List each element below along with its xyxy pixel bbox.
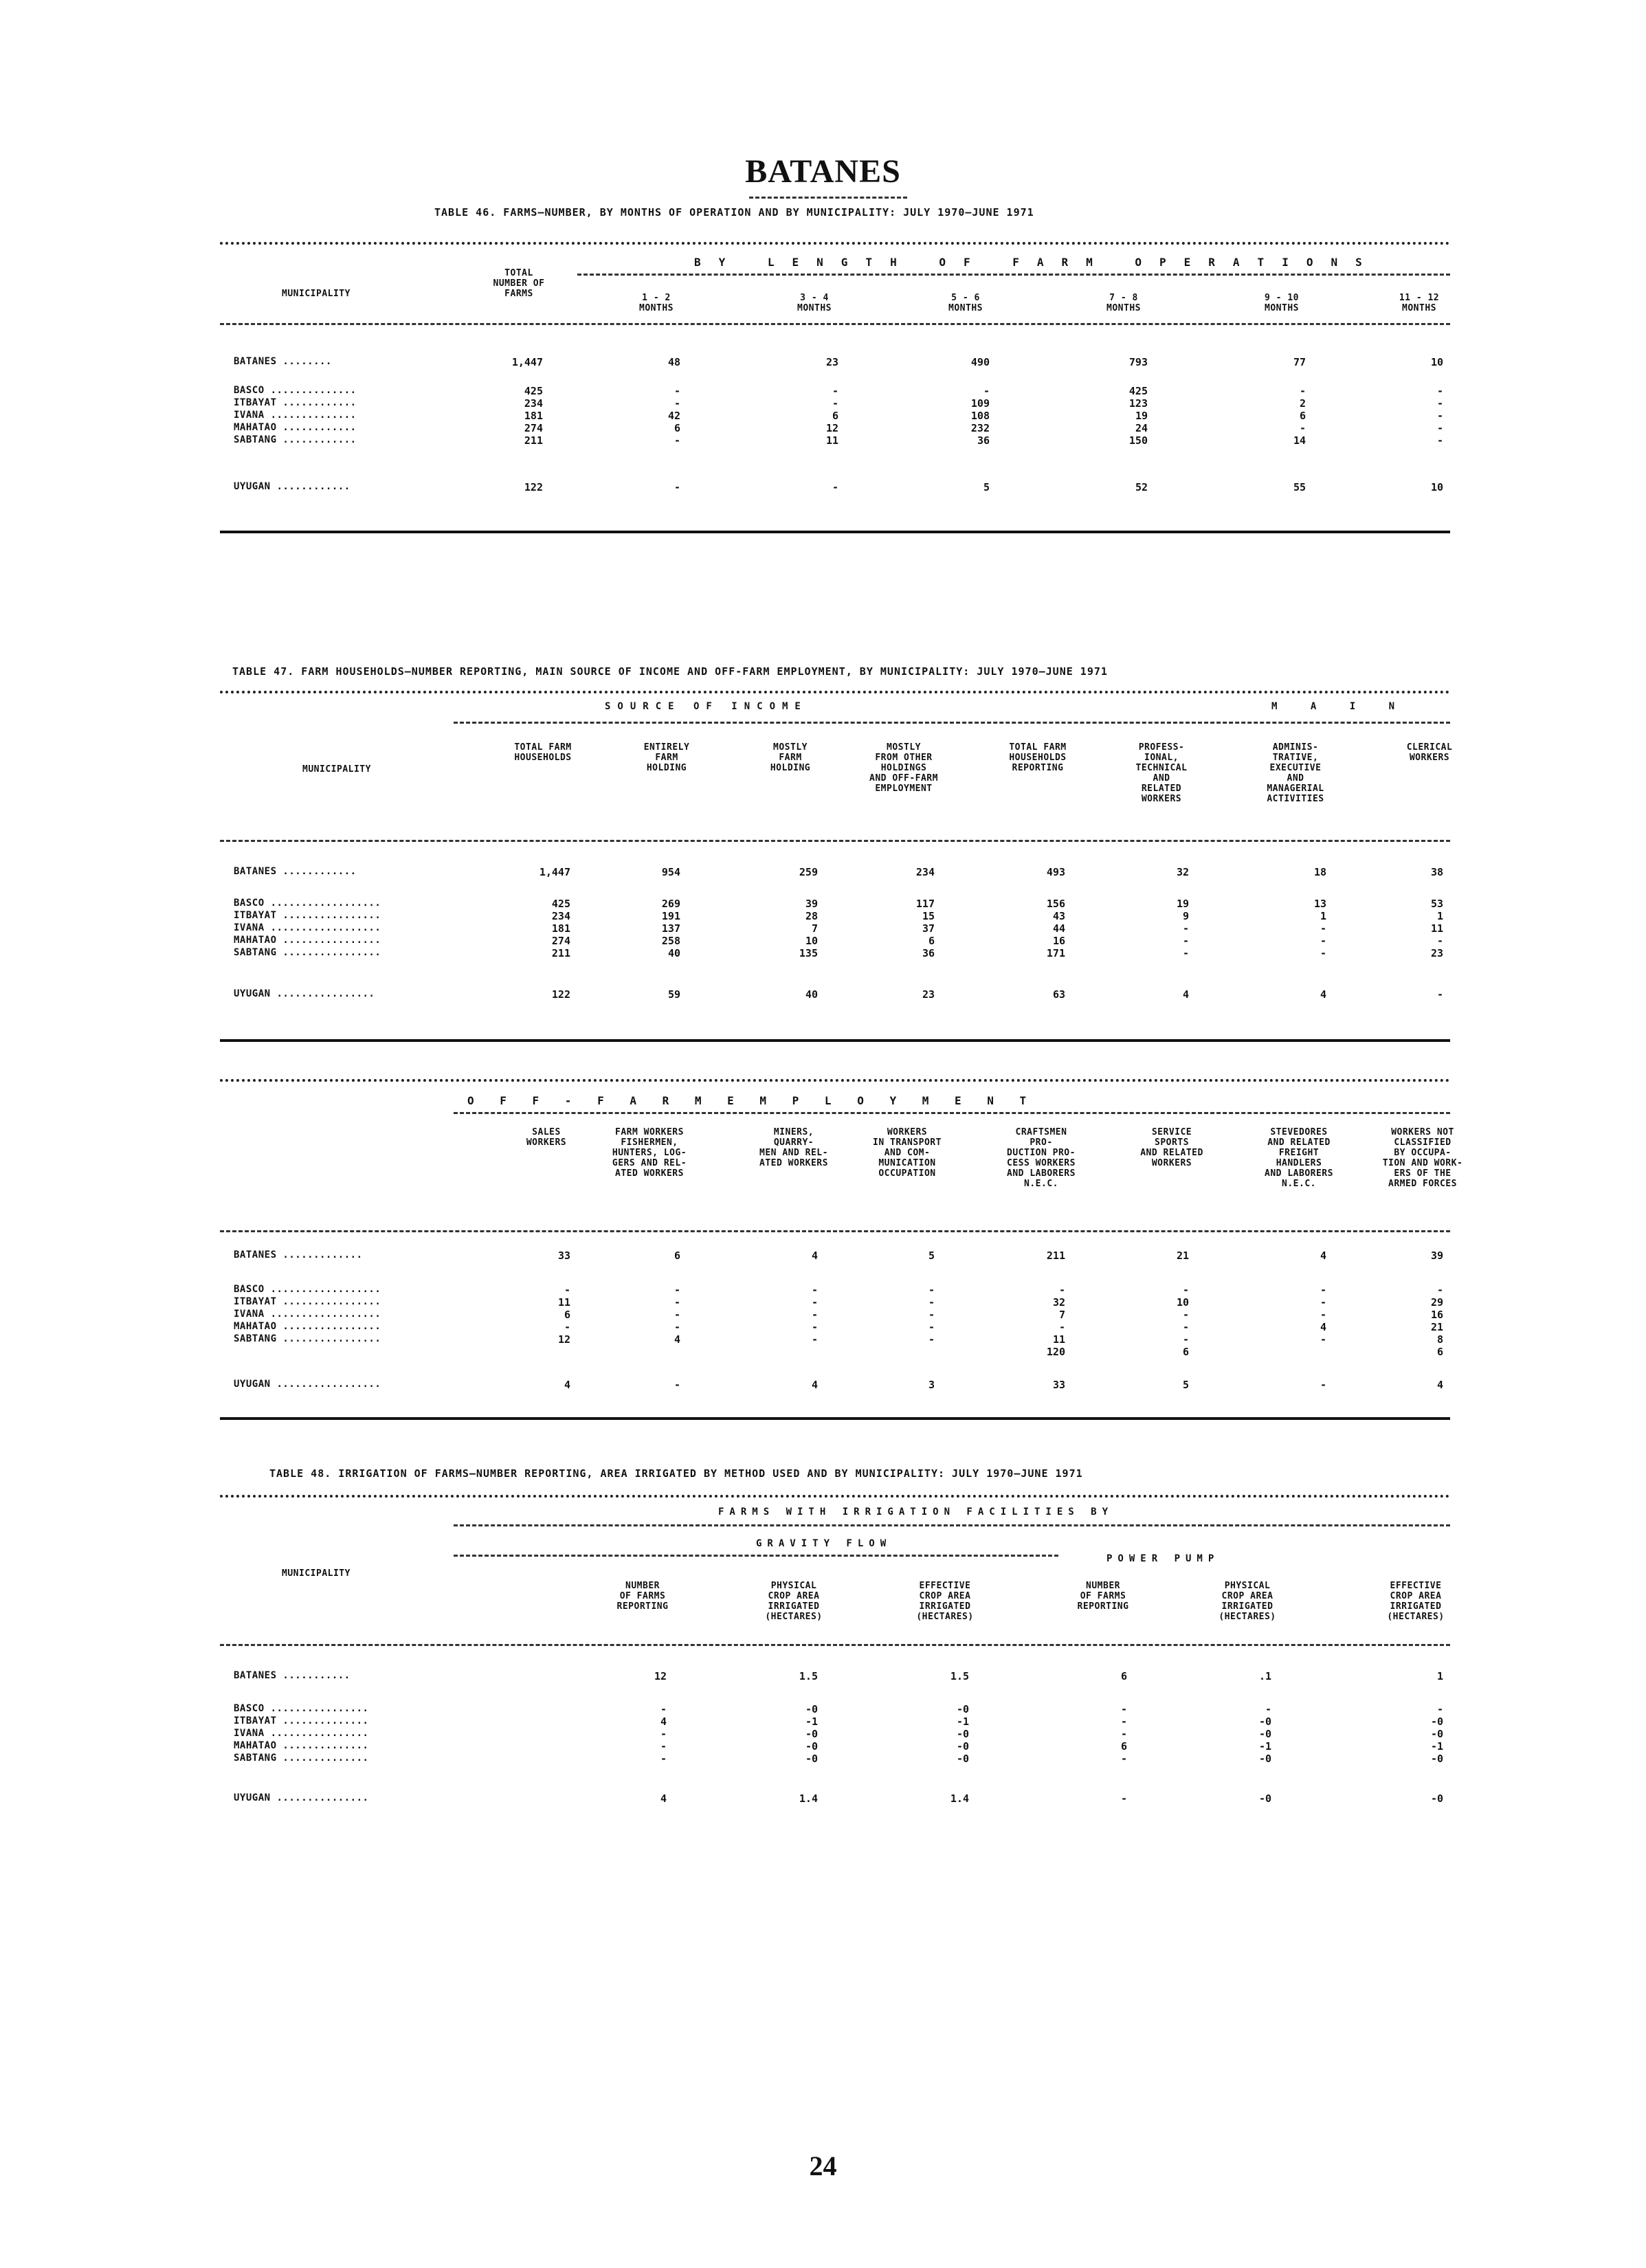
t47b-column-header: FARM WORKERS FISHERMEN, HUNTERS, LOG- GERS AND REL- ATED WORKERS [612, 1127, 687, 1179]
t48-cell: - [1120, 1753, 1127, 1765]
t47b-cell: 29 [1430, 1296, 1443, 1309]
t47-column-header: ENTIRELY FARM HOLDING [643, 742, 690, 773]
t47-row-municipality: UYUGAN ................ [234, 988, 375, 999]
t47b-cell: 4 [564, 1379, 570, 1391]
t47b-row-municipality: MAHATAO ................ [234, 1321, 381, 1332]
t47b-cell: 11 [557, 1296, 570, 1309]
t46-cell: 6 [832, 410, 838, 422]
table-46-municipality-header: MUNICIPALITY [282, 289, 351, 299]
t47b-cell: 8 6 [1436, 1333, 1443, 1358]
t48-cell: - [660, 1740, 667, 1753]
t47b-column-header: MINERS, QUARRY- MEN AND REL- ATED WORKERS [759, 1127, 828, 1168]
t48-cell: -0 [956, 1728, 969, 1740]
t47-cell: 38 [1430, 866, 1443, 878]
t48-cell: 6 [1120, 1670, 1127, 1682]
t48-row-municipality: MAHATAO .............. [234, 1740, 369, 1751]
t46-row-municipality: BATANES ........ [234, 356, 332, 367]
t46-cell: 11 [825, 434, 838, 447]
t47b-column-header: SALES WORKERS [526, 1127, 567, 1148]
t47-cell: 258 [661, 935, 680, 947]
t47-cell: 122 [551, 988, 570, 1001]
t48-cell: -0 [1258, 1753, 1271, 1765]
t47-cell: 234 [551, 910, 570, 922]
t48-cell: -1 [1430, 1740, 1443, 1753]
t47b-cell: - [1058, 1321, 1065, 1333]
t46-cell: 14 [1293, 434, 1306, 447]
t47b-cell: - [1320, 1296, 1326, 1309]
t48-cell: - [660, 1753, 667, 1765]
t47b-cell: 7 [1058, 1309, 1065, 1321]
t46-column-header: 11 - 12 MONTHS [1399, 293, 1440, 313]
table-47b-bottom-rule [220, 1417, 1450, 1420]
t47b-cell: - [928, 1333, 935, 1346]
t47b-row-municipality: BATANES ............. [234, 1249, 363, 1260]
t46-cell: 36 [977, 434, 990, 447]
t47-cell: 15 [922, 910, 935, 922]
t47b-cell: 3 [928, 1379, 935, 1391]
t46-row-municipality: ITBAYAT ............ [234, 397, 357, 408]
t47-cell: 40 [805, 988, 818, 1001]
t47b-cell: 4 [811, 1379, 818, 1391]
t46-cell: - [832, 481, 838, 493]
t46-cell: - [674, 481, 680, 493]
t47-cell: 1,447 [539, 866, 570, 878]
t46-cell: 122 [524, 481, 543, 493]
t47b-cell: 6 [564, 1309, 570, 1321]
t46-row-municipality: IVANA .............. [234, 410, 357, 421]
t47b-cell: 4 [1320, 1321, 1326, 1333]
t48-cell: -0 [1258, 1728, 1271, 1740]
t47b-cell: - 6 [1182, 1333, 1189, 1358]
t47b-cell: 4 [811, 1249, 818, 1262]
t47-cell: - [1436, 988, 1443, 1001]
page-title: BATANES [745, 153, 901, 190]
t48-column-header: PHYSICAL CROP AREA IRRIGATED (HECTARES) [1219, 1581, 1276, 1622]
t46-cell: 23 [825, 356, 838, 368]
t47b-cell: - [564, 1284, 570, 1296]
t47b-cell: - [811, 1321, 818, 1333]
t48-cell: - [1436, 1703, 1443, 1715]
t47b-column-header: WORKERS NOT CLASSIFIED BY OCCUPA- TION AND WORK- ERS OF THE ARMED FORCES [1382, 1127, 1463, 1189]
t46-cell: 6 [674, 422, 680, 434]
t48-cell: 1.5 [950, 1670, 969, 1682]
t47-cell: 234 [915, 866, 935, 878]
t46-column-header: 5 - 6 MONTHS [948, 293, 983, 313]
table-46-banner-rule [577, 274, 1450, 276]
t47-cell: 10 [805, 935, 818, 947]
t46-cell: 211 [524, 434, 543, 447]
t48-cell: .1 [1258, 1670, 1271, 1682]
t47b-cell: - [674, 1321, 680, 1333]
table-46-total-header: TOTAL NUMBER OF FARMS [493, 268, 545, 299]
t48-cell: -0 [805, 1753, 818, 1765]
t47b-cell: - [564, 1321, 570, 1333]
t48-cell: -1 [956, 1715, 969, 1728]
title-underline [749, 197, 907, 199]
t48-row-municipality: IVANA ................ [234, 1728, 369, 1739]
t46-cell: - [1436, 422, 1443, 434]
t47b-cell: 33 [1052, 1379, 1065, 1391]
t47b-cell: 211 [1046, 1249, 1065, 1262]
t47b-cell: - [811, 1296, 818, 1309]
table-47-source-banner: SOURCE OF INCOME [605, 701, 808, 712]
t46-cell: - [1299, 385, 1306, 397]
t47b-column-header: CRAFTSMEN PRO- DUCTION PRO- CESS WORKERS AND LABORERS N.E.C. [1007, 1127, 1076, 1189]
t48-column-header: EFFECTIVE CROP AREA IRRIGATED (HECTARES) [1387, 1581, 1445, 1622]
t47b-cell: 39 [1430, 1249, 1443, 1262]
t47b-cell: 33 [557, 1249, 570, 1262]
t46-cell: - [1436, 385, 1443, 397]
table-47-municipality-header: MUNICIPALITY [302, 764, 371, 775]
t48-column-header: NUMBER OF FARMS REPORTING [616, 1581, 669, 1612]
t47-cell: 9 [1182, 910, 1189, 922]
t48-cell: -0 [1430, 1715, 1443, 1728]
t47b-cell: - [1436, 1284, 1443, 1296]
t47-cell: - [1436, 935, 1443, 947]
t46-column-header: 3 - 4 MONTHS [797, 293, 832, 313]
t48-row-municipality: UYUGAN ............... [234, 1792, 369, 1803]
t46-cell: 793 [1128, 356, 1148, 368]
t48-cell: -1 [805, 1715, 818, 1728]
t48-row-municipality: SABTANG .............. [234, 1753, 369, 1764]
t47b-column-header: STEVEDORES AND RELATED FREIGHT HANDLERS AND LABORERS N.E.C. [1265, 1127, 1333, 1189]
page-number: 24 [809, 2150, 837, 2181]
t46-cell: 181 [524, 410, 543, 422]
table-47-bottom-rule [220, 1039, 1450, 1042]
t48-row-municipality: ITBAYAT .............. [234, 1715, 369, 1726]
t47b-row-municipality: ITBAYAT ................ [234, 1296, 381, 1307]
t48-cell: -0 [956, 1703, 969, 1715]
t47-cell: - [1320, 947, 1326, 959]
t47-cell: 53 [1430, 898, 1443, 910]
t47-cell: 6 [928, 935, 935, 947]
t47b-cell: 21 [1176, 1249, 1189, 1262]
t47b-cell: - [928, 1321, 935, 1333]
t47-cell: 954 [661, 866, 680, 878]
t48-cell: - [1120, 1715, 1127, 1728]
t47-column-header: TOTAL FARM HOUSEHOLDS [514, 742, 572, 763]
t46-cell: - [674, 385, 680, 397]
t46-cell: - [1299, 422, 1306, 434]
t47b-row-municipality: BASCO .................. [234, 1284, 381, 1295]
t47-row-municipality: SABTANG ................ [234, 947, 381, 958]
t47-row-municipality: ITBAYAT ................ [234, 910, 381, 921]
t47b-cell: - [1182, 1321, 1189, 1333]
t47-cell: 135 [799, 947, 818, 959]
t47-cell: 40 [667, 947, 680, 959]
t47b-cell: - [1320, 1284, 1326, 1296]
t47-cell: - [1182, 935, 1189, 947]
t47-cell: - [1320, 922, 1326, 935]
t48-cell: -0 [805, 1740, 818, 1753]
t48-cell: 1.4 [799, 1792, 818, 1805]
t46-cell: 123 [1128, 397, 1148, 410]
t46-cell: 232 [970, 422, 990, 434]
t48-cell: -0 [956, 1740, 969, 1753]
t47-cell: 259 [799, 866, 818, 878]
t48-cell: - [1265, 1703, 1271, 1715]
t47-cell: 181 [551, 922, 570, 935]
t46-column-header: 7 - 8 MONTHS [1106, 293, 1141, 313]
t47-cell: 63 [1052, 988, 1065, 1001]
t46-cell: - [832, 385, 838, 397]
t47-cell: 32 [1176, 866, 1189, 878]
table-47-top-rule [220, 691, 1450, 693]
t46-cell: 24 [1135, 422, 1148, 434]
t46-cell: - [1436, 397, 1443, 410]
t46-cell: 425 [524, 385, 543, 397]
t48-cell: -0 [805, 1703, 818, 1715]
t47-cell: 23 [922, 988, 935, 1001]
t47-cell: 28 [805, 910, 818, 922]
table-47-main-banner: M A I N [1271, 701, 1409, 712]
t48-cell: -0 [1430, 1792, 1443, 1805]
t46-row-municipality: MAHATAO ............ [234, 422, 357, 433]
t46-cell: 5 [983, 481, 990, 493]
t47b-cell: 11 120 [1046, 1333, 1065, 1358]
t47-row-municipality: IVANA .................. [234, 922, 381, 933]
t48-cell: 4 [660, 1792, 667, 1805]
t47-cell: 493 [1046, 866, 1065, 878]
t48-column-header: NUMBER OF FARMS REPORTING [1077, 1581, 1129, 1612]
t47b-cell: - [928, 1309, 935, 1321]
t47b-cell: - [674, 1309, 680, 1321]
t47-cell: 269 [661, 898, 680, 910]
t46-row-municipality: BASCO .............. [234, 385, 357, 396]
t47b-cell: 32 [1052, 1296, 1065, 1309]
table-47-header-rule [220, 840, 1450, 842]
t47-column-header: TOTAL FARM HOUSEHOLDS REPORTING [1009, 742, 1067, 773]
t47b-cell: - [1320, 1333, 1326, 1346]
t48-column-header: PHYSICAL CROP AREA IRRIGATED (HECTARES) [765, 1581, 823, 1622]
t46-row-municipality: UYUGAN ............ [234, 481, 351, 492]
t47b-cell: - [1182, 1284, 1189, 1296]
t47b-row-municipality: SABTANG ................ [234, 1333, 381, 1344]
t46-cell: 10 [1430, 481, 1443, 493]
t47-cell: 59 [667, 988, 680, 1001]
t47-column-header: ADMINIS- TRATIVE, EXECUTIVE AND MANAGERIAL ACTIVITIES [1267, 742, 1324, 804]
t47-cell: 171 [1046, 947, 1065, 959]
t48-cell: 6 [1120, 1740, 1127, 1753]
t48-cell: - [660, 1728, 667, 1740]
t48-cell: - [660, 1703, 667, 1715]
t47b-cell: 4 [1320, 1249, 1326, 1262]
t46-cell: 19 [1135, 410, 1148, 422]
t47-cell: - [1182, 947, 1189, 959]
t47b-cell: - [811, 1309, 818, 1321]
table-46-caption: TABLE 46. FARMS—NUMBER, BY MONTHS OF OPERATION AND BY MUNICIPALITY: JULY 1970—JUNE 1971 [434, 206, 1034, 219]
t48-cell: - [1120, 1703, 1127, 1715]
t47-cell: 23 [1430, 947, 1443, 959]
t46-cell: 109 [970, 397, 990, 410]
t48-row-municipality: BASCO ................ [234, 1703, 369, 1714]
t47b-column-header: SERVICE SPORTS AND RELATED WORKERS [1140, 1127, 1203, 1168]
t47b-cell: 10 [1176, 1296, 1189, 1309]
t47b-cell: - [1320, 1309, 1326, 1321]
t47-column-header: PROFESS- IONAL, TECHNICAL AND RELATED WORKERS [1135, 742, 1188, 804]
t47-cell: 36 [922, 947, 935, 959]
t46-cell: 6 [1299, 410, 1306, 422]
t47-cell: 156 [1046, 898, 1065, 910]
t47-column-header: MOSTLY FARM HOLDING [770, 742, 811, 773]
t47-cell: 137 [661, 922, 680, 935]
t47b-cell: 6 [674, 1249, 680, 1262]
t46-column-header: 9 - 10 MONTHS [1265, 293, 1299, 313]
t46-cell: - [832, 397, 838, 410]
table-46-banner: BY LENGTH OF FARM OPERATIONS [694, 256, 1380, 269]
t47-cell: 274 [551, 935, 570, 947]
t47b-cell: 4 [1436, 1379, 1443, 1391]
table-47b-banner-rule [454, 1112, 1450, 1114]
table-47-banner-rule [454, 722, 1450, 724]
t47-cell: 211 [551, 947, 570, 959]
t47-cell: 44 [1052, 922, 1065, 935]
t47b-cell: 16 [1430, 1309, 1443, 1321]
t47-row-municipality: BATANES ............ [234, 866, 357, 877]
t47b-row-municipality: UYUGAN ................. [234, 1379, 381, 1390]
table-48-power-header: POWER PUMP [1106, 1553, 1220, 1564]
t47b-cell: - [1320, 1379, 1326, 1391]
table-47-caption: TABLE 47. FARM HOUSEHOLDS—NUMBER REPORTING, MAIN SOURCE OF INCOME AND OFF-FARM EMPLOYMENT, BY MUNICIPALITY: JULY 1970—JUNE 1971 [232, 665, 1108, 678]
t48-cell: -1 [1258, 1740, 1271, 1753]
t48-cell: -0 [1258, 1792, 1271, 1805]
table-46-header-rule [220, 323, 1450, 325]
t47b-cell: 5 [1182, 1379, 1189, 1391]
table-48-header-rule [220, 1644, 1450, 1646]
t48-cell: -0 [1258, 1715, 1271, 1728]
t47b-column-header: WORKERS IN TRANSPORT AND COM- MUNICATION OCCUPATION [873, 1127, 942, 1179]
table-46-bottom-rule [220, 531, 1450, 533]
table-47b-top-rule [220, 1079, 1450, 1082]
t48-cell: 1 [1436, 1670, 1443, 1682]
t46-cell: - [983, 385, 990, 397]
table-48-banner-rule [454, 1524, 1450, 1526]
t46-row-municipality: SABTANG ............ [234, 434, 357, 445]
t46-cell: 77 [1293, 356, 1306, 368]
t47b-cell: - [674, 1296, 680, 1309]
t47b-cell: - [811, 1333, 818, 1346]
t47-cell: 4 [1320, 988, 1326, 1001]
t47b-row-municipality: IVANA .................. [234, 1309, 381, 1320]
t47-cell: - [1182, 922, 1189, 935]
t48-column-header: EFFECTIVE CROP AREA IRRIGATED (HECTARES) [916, 1581, 974, 1622]
t47-cell: 39 [805, 898, 818, 910]
t47b-cell: 21 [1430, 1321, 1443, 1333]
t47-cell: 11 [1430, 922, 1443, 935]
t46-cell: - [1436, 410, 1443, 422]
t47-cell: 18 [1313, 866, 1326, 878]
t47-cell: 13 [1313, 898, 1326, 910]
t46-cell: 48 [667, 356, 680, 368]
t47-cell: 16 [1052, 935, 1065, 947]
t47b-cell: 4 [674, 1333, 680, 1346]
t46-cell: - [1436, 434, 1443, 447]
t46-cell: 274 [524, 422, 543, 434]
t48-cell: -0 [956, 1753, 969, 1765]
t46-cell: 2 [1299, 397, 1306, 410]
t47b-cell: - [811, 1284, 818, 1296]
table-48-municipality-header: MUNICIPALITY [282, 1568, 351, 1579]
t47-cell: 425 [551, 898, 570, 910]
t48-cell: 1.4 [950, 1792, 969, 1805]
t47b-cell: - [1182, 1309, 1189, 1321]
t46-cell: 150 [1128, 434, 1148, 447]
table-48-banner: FARMS WITH IRRIGATION FACILITIES BY [718, 1507, 1114, 1517]
t47b-cell: 12 [557, 1333, 570, 1346]
t47-cell: 4 [1182, 988, 1189, 1001]
t48-cell: 1.5 [799, 1670, 818, 1682]
t47b-cell: - [674, 1284, 680, 1296]
t47-column-header: MOSTLY FROM OTHER HOLDINGS AND OFF-FARM EMPLOYMENT [869, 742, 938, 794]
table-48-gravity-rule [454, 1555, 1058, 1557]
t47-row-municipality: MAHATAO ................ [234, 935, 381, 946]
t48-cell: - [1120, 1792, 1127, 1805]
t46-cell: - [674, 397, 680, 410]
t47-column-header: CLERICAL WORKERS [1406, 742, 1453, 763]
t47-cell: 191 [661, 910, 680, 922]
t46-cell: 52 [1135, 481, 1148, 493]
t46-cell: 490 [970, 356, 990, 368]
t46-cell: 10 [1430, 356, 1443, 368]
t47-cell: 1 [1320, 910, 1326, 922]
table-46-top-rule [220, 242, 1450, 245]
t48-cell: 4 [660, 1715, 667, 1728]
t48-cell: -0 [805, 1728, 818, 1740]
t46-cell: 1,447 [511, 356, 543, 368]
t47-cell: 1 [1436, 910, 1443, 922]
table-47b-banner: O F F - F A R M E M P L O Y M E N T [467, 1094, 1036, 1107]
t47-row-municipality: BASCO .................. [234, 898, 381, 909]
t47b-cell: - [928, 1284, 935, 1296]
table-48-gravity-header: GRAVITY FLOW [756, 1538, 892, 1549]
t48-cell: 12 [654, 1670, 667, 1682]
t46-cell: 425 [1128, 385, 1148, 397]
t46-cell: 234 [524, 397, 543, 410]
t46-cell: 42 [667, 410, 680, 422]
t48-cell: -0 [1430, 1728, 1443, 1740]
t46-cell: 108 [970, 410, 990, 422]
t47-cell: 37 [922, 922, 935, 935]
t47-cell: 7 [811, 922, 818, 935]
t47b-cell: - [928, 1296, 935, 1309]
t48-cell: - [1120, 1728, 1127, 1740]
t47b-cell: - [674, 1379, 680, 1391]
t47-cell: - [1320, 935, 1326, 947]
t46-cell: 55 [1293, 481, 1306, 493]
table-48-top-rule [220, 1495, 1450, 1498]
t48-row-municipality: BATANES ........... [234, 1670, 351, 1681]
t46-cell: 12 [825, 422, 838, 434]
t47-cell: 43 [1052, 910, 1065, 922]
t47-cell: 19 [1176, 898, 1189, 910]
table-48-caption: TABLE 48. IRRIGATION OF FARMS—NUMBER REPORTING, AREA IRRIGATED BY METHOD USED AND BY MUNICIPALITY: JULY 1970—JUNE 1971 [269, 1467, 1083, 1480]
t48-cell: -0 [1430, 1753, 1443, 1765]
t46-cell: - [674, 434, 680, 447]
t47-cell: 117 [915, 898, 935, 910]
t46-column-header: 1 - 2 MONTHS [639, 293, 674, 313]
t47b-cell: - [1058, 1284, 1065, 1296]
table-47b-header-rule [220, 1230, 1450, 1232]
t47b-cell: 5 [928, 1249, 935, 1262]
